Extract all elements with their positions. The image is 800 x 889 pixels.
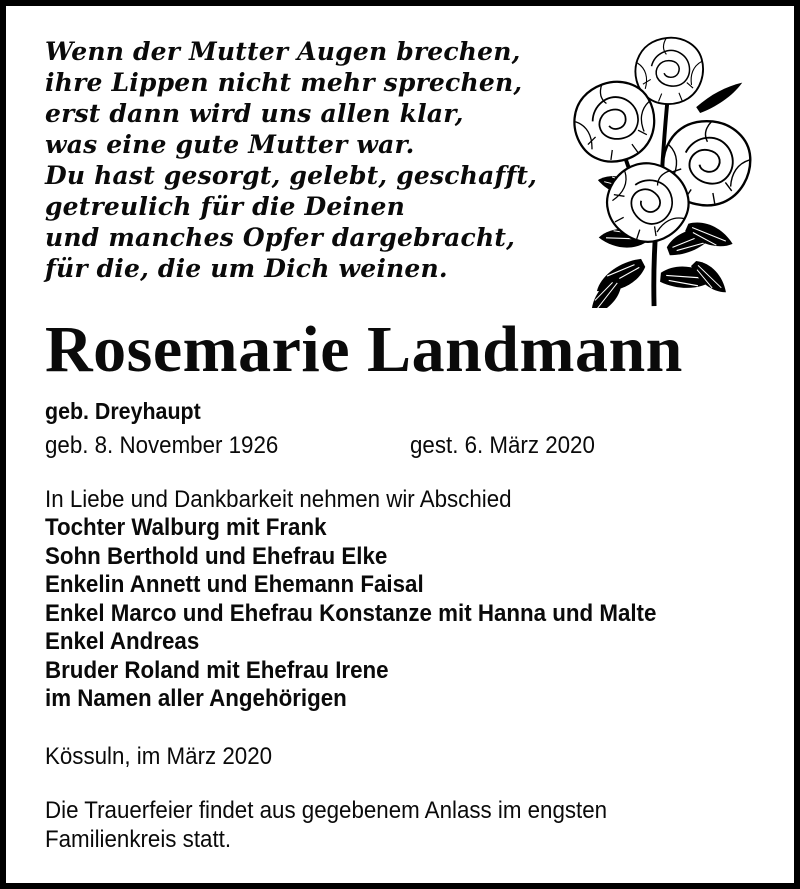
mourner-line: Sohn Berthold und Ehefrau Elke: [45, 542, 388, 570]
poem-line: erst dann wird uns allen klar,: [45, 99, 464, 128]
poem-line: was eine gute Mutter war.: [45, 130, 415, 159]
mourners-list: [45, 514, 702, 714]
mourner-line: Enkel Marco und Ehefrau Konstanze mit Hanna und Malte: [45, 599, 657, 627]
deceased-name: Rosemarie Landmann: [45, 313, 683, 386]
poem-line: für die, die um Dich weinen.: [45, 254, 448, 283]
place-date-text: Kössuln, im März 2020: [45, 743, 273, 770]
poem-line: getreulich für die Deinen: [45, 192, 406, 221]
mourner-line: Tochter Walburg mit Frank: [45, 514, 327, 541]
death-date: gest. 6. März 2020: [410, 432, 595, 459]
mourner-line: Enkel Andreas: [45, 628, 200, 655]
mourner-line: Enkelin Annett und Ehemann Faisal: [45, 571, 424, 598]
farewell-intro: [45, 486, 547, 514]
closing-line: Die Trauerfeier findet aus gegebenem Anlass im engsten: [45, 797, 608, 824]
mourner-line: im Namen aller Angehörigen: [45, 685, 347, 712]
death-date-wrap: [410, 432, 609, 460]
poem-line: Wenn der Mutter Augen brechen,: [45, 37, 521, 66]
poem-line: Du hast gesorgt, gelebt, geschafft,: [45, 161, 538, 190]
roses-illustration: [548, 14, 766, 308]
poem-line: ihre Lippen nicht mehr sprechen,: [45, 68, 523, 97]
maiden-name: [45, 398, 212, 424]
maiden-name-text: geb. Dreyhaupt: [45, 398, 201, 424]
place-date: [45, 743, 289, 771]
birth-date: geb. 8. November 1926: [45, 432, 279, 459]
memorial-poem: [45, 36, 537, 284]
life-dates: [45, 432, 755, 460]
closing-note: [45, 796, 649, 854]
farewell-intro-text: In Liebe und Dankbarkeit nehmen wir Abschied: [45, 486, 512, 513]
closing-line: Familienkreis statt.: [45, 826, 232, 853]
poem-line: und manches Opfer dargebracht,: [45, 223, 515, 252]
mourner-line: Bruder Roland mit Ehefrau Irene: [45, 656, 389, 684]
